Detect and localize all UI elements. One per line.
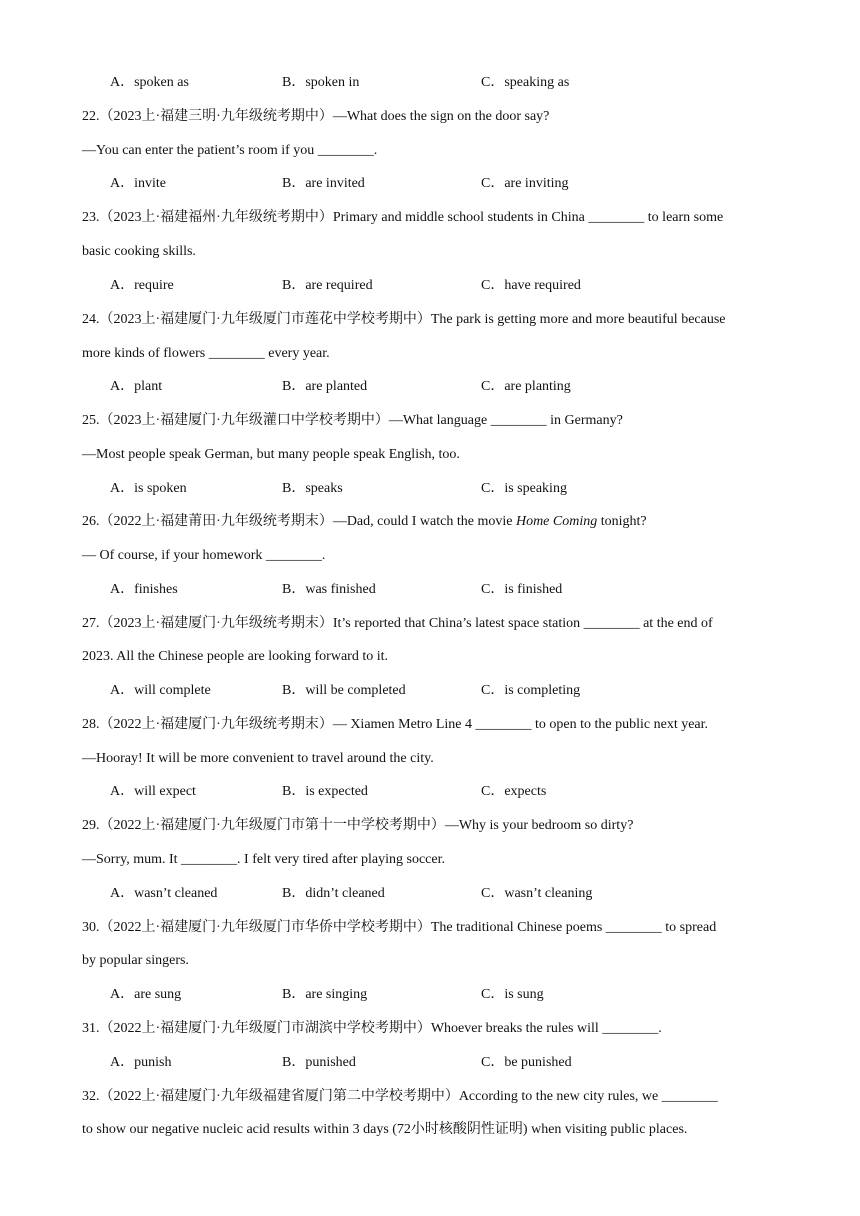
q26-option-b: B．was finished: [282, 582, 376, 597]
q27-stem: 27.（2023上·福建厦门·九年级统考期末）It’s reported that China’s latest space station ________ at the end of: [82, 616, 713, 631]
q28-option-b: B．is expected: [282, 784, 368, 799]
q31-option-c: C．be punished: [481, 1055, 572, 1070]
q27-option-c: C．is completing: [481, 683, 581, 698]
q22-option-a: A．invite: [110, 176, 166, 191]
q29-option-a: A．wasn’t cleaned: [110, 886, 218, 901]
q31-option-a: A．punish: [110, 1055, 172, 1070]
q25-option-b: B．speaks: [282, 481, 343, 496]
q27-option-a: A．will complete: [110, 683, 211, 698]
q23-stem: 23.（2023上·福建福州·九年级统考期中）Primary and middle school students in China ________ to learn some: [82, 210, 724, 225]
q26-stem-pre: 26.（2022上·福建莆田·九年级统考期末）—Dad, could I watch the movie: [82, 514, 516, 529]
q32-stem-line2: to show our negative nucleic acid results within 3 days (72小时核酸阴性证明) when visiting public places.: [82, 1122, 688, 1137]
q24-option-b: B．are planted: [282, 379, 368, 394]
q28-option-c: C．expects: [481, 784, 547, 799]
q26-movie-title: Home Coming: [515, 514, 598, 529]
q28-stem: 28.（2022上·福建厦门·九年级统考期末）— Xiamen Metro Line 4 ________ to open to the public next year.: [82, 717, 709, 732]
q24-stem: 24.（2023上·福建厦门·九年级厦门市莲花中学校考期中）The park is getting more and more beautiful because: [82, 312, 726, 327]
q23-option-c: C．have required: [481, 278, 581, 293]
q25-option-a: A．is spoken: [110, 481, 187, 496]
q21-option-a: A．spoken as: [110, 75, 189, 90]
q22-option-c: C．are inviting: [481, 176, 569, 191]
q24-option-c: C．are planting: [481, 379, 571, 394]
q26-option-a: A．finishes: [110, 582, 178, 597]
q22-option-b: B．are invited: [282, 176, 365, 191]
q29-stem-line2: —Sorry, mum. It ________. I felt very tired after playing soccer.: [82, 852, 445, 867]
q21-option-c: C．speaking as: [481, 75, 570, 90]
q22-stem: 22.（2023上·福建三明·九年级统考期中）—What does the sign on the door say?: [82, 109, 550, 124]
q31-stem: 31.（2022上·福建厦门·九年级厦门市湖滨中学校考期中）Whoever breaks the rules will ________.: [82, 1021, 662, 1036]
q21-option-b: B．spoken in: [282, 75, 360, 90]
q28-option-a: A．will expect: [110, 784, 196, 799]
q29-option-b: B．didn’t cleaned: [282, 886, 385, 901]
q26-option-c: C．is finished: [481, 582, 563, 597]
q30-option-a: A．are sung: [110, 987, 182, 1002]
q29-option-c: C．wasn’t cleaning: [481, 886, 593, 901]
q26-stem-line2: — Of course, if your homework ________.: [82, 548, 326, 563]
q30-stem: 30.（2022上·福建厦门·九年级厦门市华侨中学校考期中）The traditional Chinese poems ________ to spread: [82, 920, 717, 935]
q26-stem-post: tonight?: [597, 514, 647, 529]
q22-stem-line2: —You can enter the patient’s room if you ________.: [82, 143, 378, 158]
q24-stem-line2: more kinds of flowers ________ every year.: [82, 346, 330, 361]
q28-stem-line2: —Hooray! It will be more convenient to travel around the city.: [82, 751, 434, 766]
q25-stem-line2: —Most people speak German, but many people speak English, too.: [82, 447, 460, 462]
q24-option-a: A．plant: [110, 379, 163, 394]
q31-option-b: B．punished: [282, 1055, 356, 1070]
q30-option-b: B．are singing: [282, 987, 368, 1002]
q30-option-c: C．is sung: [481, 987, 544, 1002]
q23-stem-line2: basic cooking skills.: [82, 244, 196, 259]
q27-stem-line2: 2023. All the Chinese people are looking forward to it.: [82, 649, 388, 664]
q25-stem: 25.（2023上·福建厦门·九年级灌口中学校考期中）—What language ________ in Germany?: [82, 413, 623, 428]
q23-option-a: A．require: [110, 278, 174, 293]
q27-option-b: B．will be completed: [282, 683, 406, 698]
q32-stem: 32.（2022上·福建厦门·九年级福建省厦门第二中学校考期中）According to the new city rules, we ________: [82, 1089, 718, 1104]
q23-option-b: B．are required: [282, 278, 373, 293]
q29-stem: 29.（2022上·福建厦门·九年级厦门市第十一中学校考期中）—Why is your bedroom so dirty?: [82, 818, 634, 833]
q25-option-c: C．is speaking: [481, 481, 567, 496]
q26-stem: [82, 512, 647, 532]
q30-stem-line2: by popular singers.: [82, 953, 189, 968]
